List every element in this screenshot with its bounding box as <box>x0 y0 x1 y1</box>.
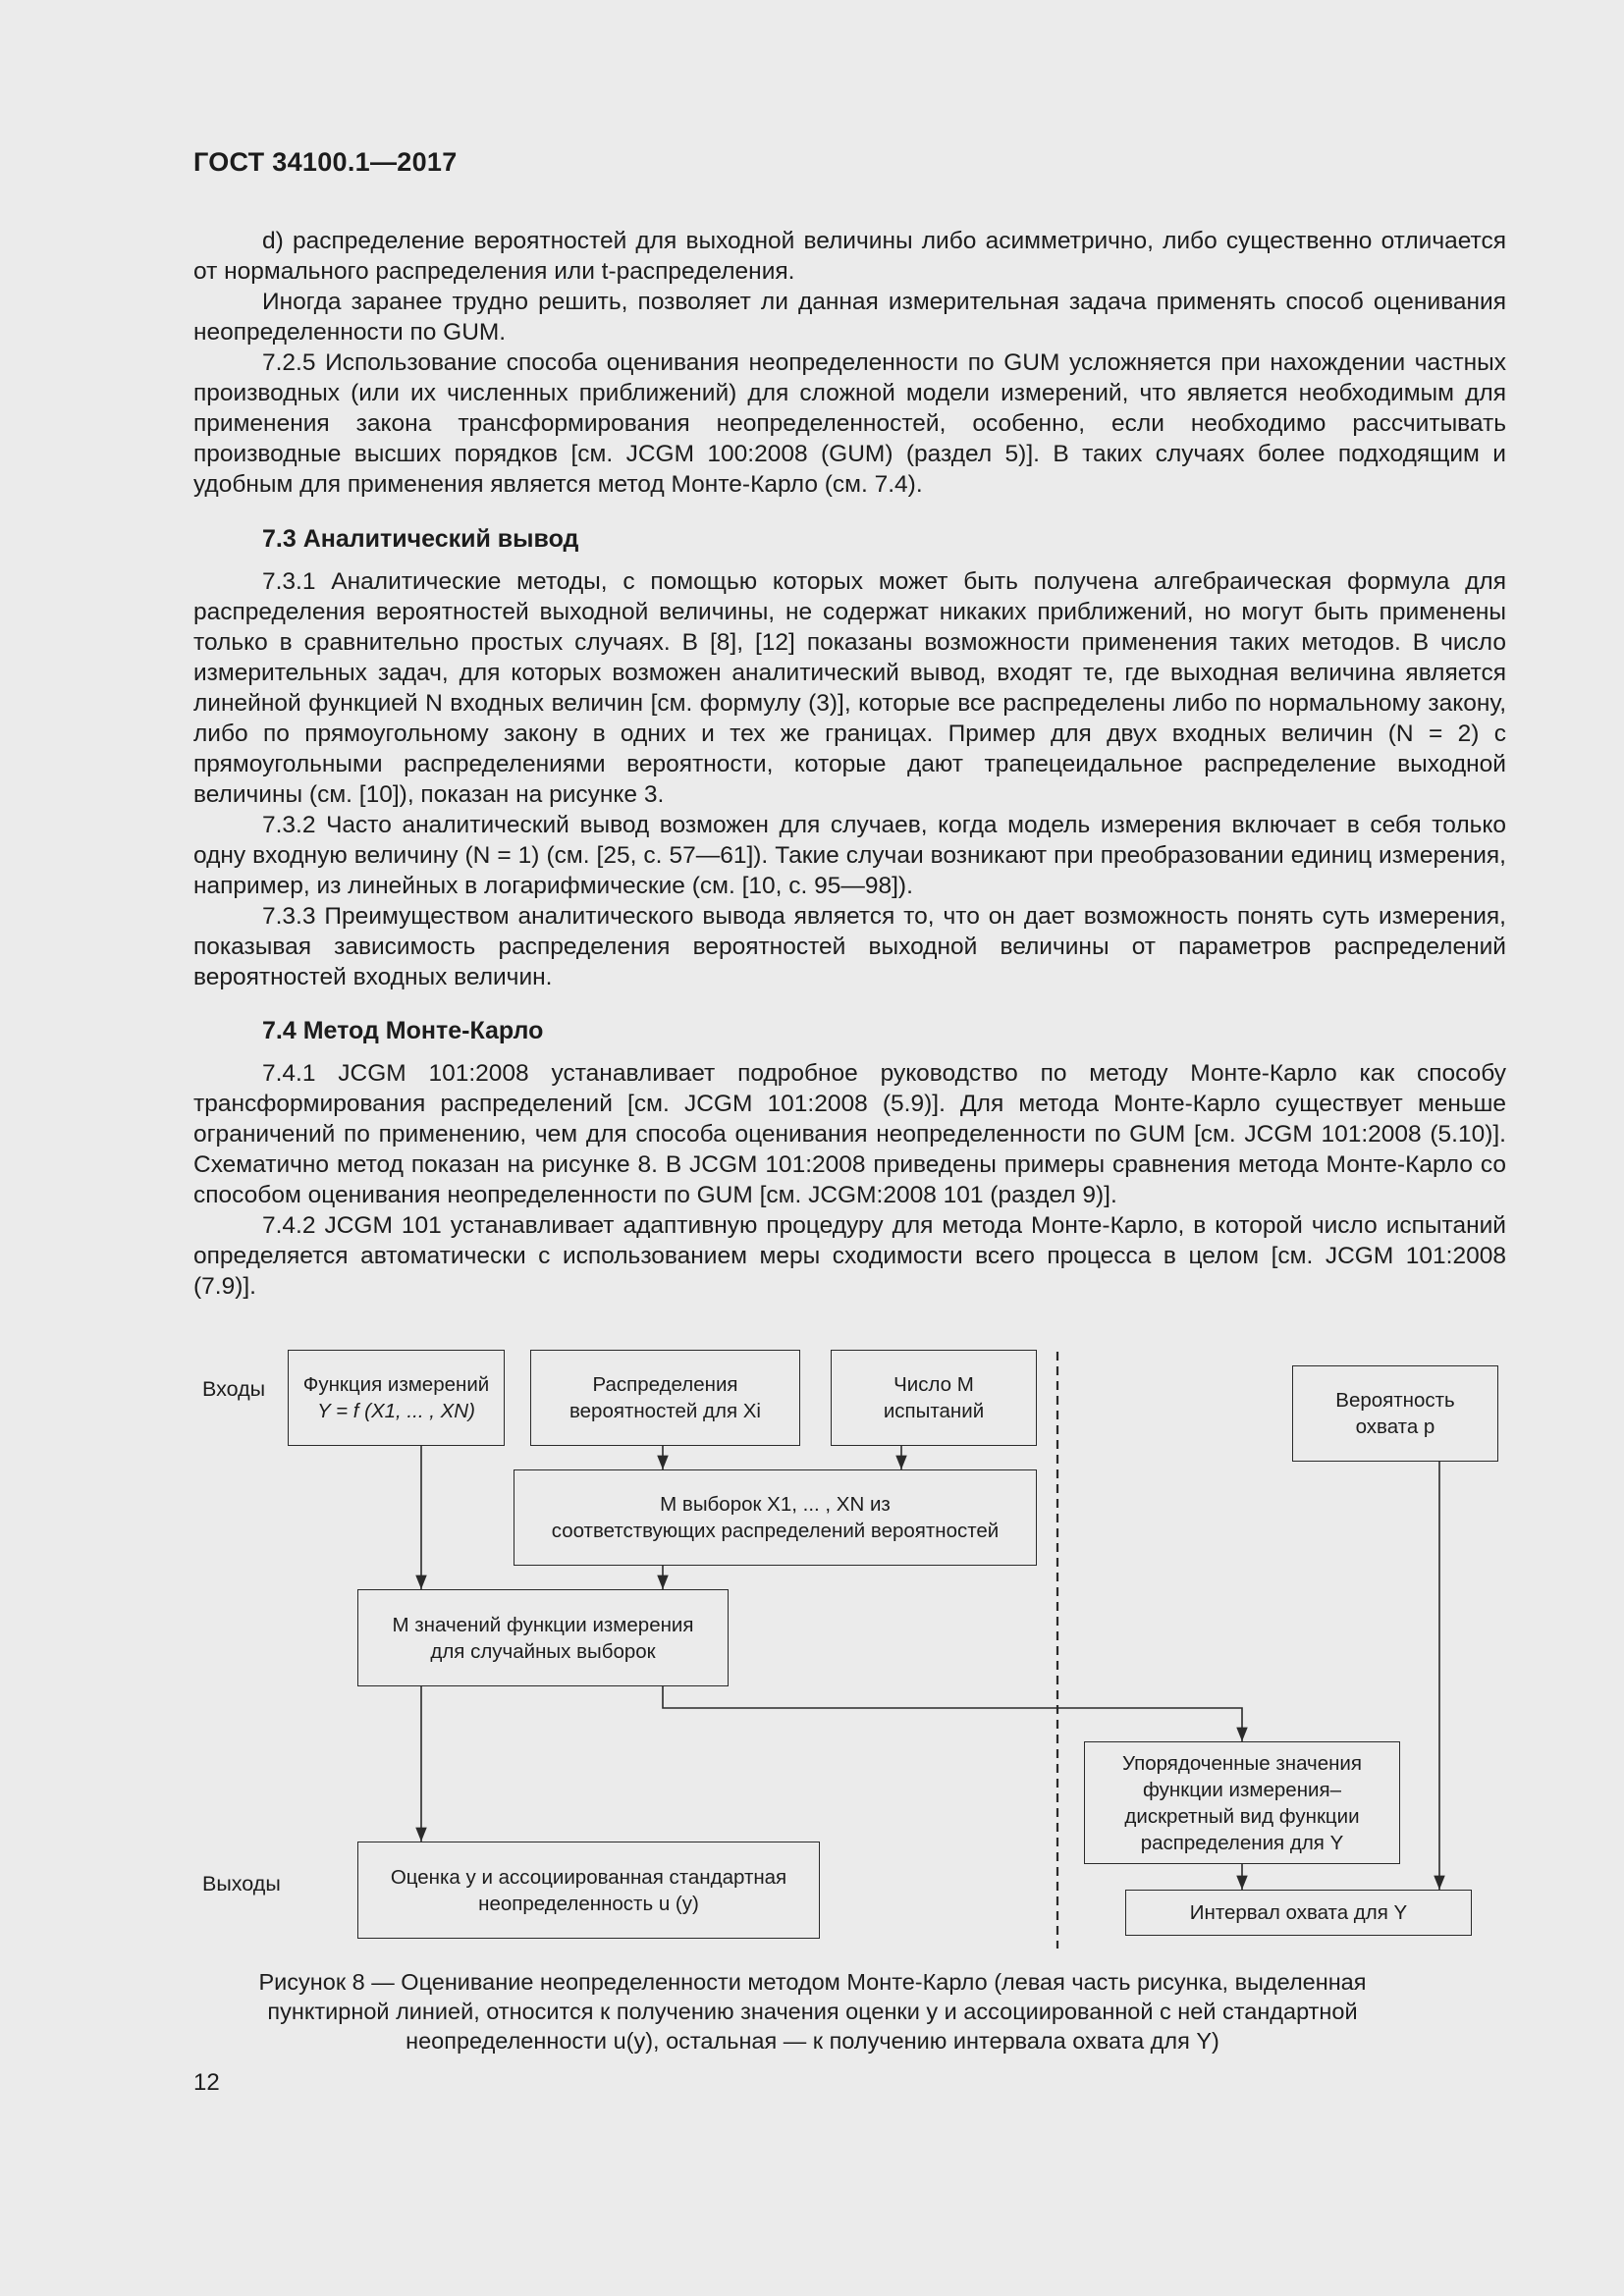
section-heading: 7.4 Метод Монте-Карло <box>262 1017 544 1044</box>
estimate-box <box>357 1842 820 1939</box>
paragraph: 7.3.1 Аналитические методы, с помощью которых может быть получена алгебраическая формула для распределения вероятностей выходной величины, не содержат никаких приближений, но могут быть применены только в сравнительно простых случаях. В [8], [12] показаны возможности применения таких методов. В число измерительных задач, для которых возможен аналитический вывод, входят те, где выходная величина является линейной функцией N входных величин [см. формулу (3)], которые все распределены либо по нормальному закону, либо по прямоугольному закону в одних и тех же границах. Пример для двух входных величин (N = 2) с прямоугольными распределениями вероятности, которые дают трапецеидальное распределение выходной величины (см. [10]), показан на рисунке 3. <box>193 568 1506 808</box>
box-text: функции измерения– <box>1143 1778 1341 1801</box>
box-text: Вероятность <box>1335 1389 1455 1412</box>
paragraph: 7.3.2 Часто аналитический вывод возможен для случаев, когда модель измерения включает в себя только одну входную величину (N = 1) (см. [25, с. 57—61]). Такие случаи возникают при преобразовании единиц измерения, например, из линейных в логарифмические (см. [10, с. 95—98]). <box>193 812 1506 899</box>
box-text: охвата p <box>1355 1415 1435 1438</box>
inputs-label: Входы <box>202 1377 266 1401</box>
coverage-probability-box <box>1292 1365 1498 1462</box>
paragraph: 7.3.3 Преимуществом аналитического вывода является то, что он дает возможность понять суть измерения, показывая зависимость распределения вероятностей выходной величины от параметров распределений вероятностей входных величин. <box>193 903 1506 990</box>
box-text: для случайных выборок <box>430 1639 656 1663</box>
page-number: 12 <box>193 2069 220 2096</box>
coverage-interval-box <box>1125 1890 1472 1936</box>
box-text: неопределенность u (y) <box>478 1892 699 1915</box>
box-text: Функция измерений <box>302 1373 490 1396</box>
box-text: Упорядоченные значения <box>1122 1751 1362 1775</box>
random-samples-box <box>514 1469 1037 1566</box>
input-distributions-box <box>530 1350 800 1446</box>
section-7-3 <box>193 524 1506 992</box>
box-text: распределения для Y <box>1140 1831 1344 1854</box>
arrow-values-to-sorted <box>663 1686 1242 1741</box>
box-text: испытаний <box>883 1400 985 1422</box>
box-text: дискретный вид функции <box>1124 1804 1360 1828</box>
box-text: вероятностей для Xi <box>569 1400 761 1422</box>
paragraph: d) распределение вероятностей для выходной величины либо асимметрично, либо существенно отличается от нормального распределения или t-распределения. <box>193 228 1506 285</box>
paragraph: 7.4.1 JCGM 101:2008 устанавливает подробное руководство по методу Монте-Карло как способу трансформирования распределений [см. JCGM 101:2008 (5.9)]. Для метода Монте-Карло существует меньше ограничений по применению, чем для способа оценивания неопределенности по GUM [см. JCGM 101:2008 (5.10)]. Схематично метод показан на рисунке 8. В JCGM 101:2008 приведены примеры сравнения метода Монте-Карло со способом оценивания неопределенности по GUM [см. JCGM:2008 101 (раздел 9)]. <box>193 1060 1506 1208</box>
caption-line: пунктирной линией, относится к получению значения оценки y и ассоциированной с ней стандартной <box>267 1999 1358 2024</box>
caption-line: Рисунок 8 — Оценивание неопределенности методом Монте-Карло (левая часть рисунка, выделенная <box>258 1969 1367 1995</box>
paragraph: Иногда заранее трудно решить, позволяет ли данная измерительная задача применять способ оценивания неопределенности по GUM. <box>193 289 1506 346</box>
text-block-intro <box>193 226 1506 500</box>
document-header: ГОСТ 34100.1—2017 <box>193 147 458 177</box>
sorted-values-box <box>1084 1741 1400 1864</box>
box-text: Число M <box>893 1373 974 1396</box>
paragraph: 7.2.5 Использование способа оценивания неопределенности по GUM усложняется при нахождении частных производных (или их численных приближений) для сложной модели измерений, что является необходимым для применения закона трансформирования неопределенностей, особенно, если необходимо рассчитывать производные высших порядков [см. JCGM 100:2008 (GUM) (раздел 5)]. В таких случаях более подходящим и удобным для применения является метод Монте-Карло (см. 7.4). <box>193 349 1506 498</box>
box-text: Y = f (X1, ... , XN) <box>317 1400 475 1422</box>
measurement-function-box <box>288 1350 505 1446</box>
box-text: Оценка y и ассоциированная стандартная <box>390 1865 787 1889</box>
box-text: M значений функции измерения <box>392 1613 694 1636</box>
box-text: Распределения <box>592 1373 738 1396</box>
figure-caption <box>236 1967 1389 2056</box>
box-text: соответствующих распределений вероятностей <box>551 1520 1000 1542</box>
box-text: Интервал охвата для Y <box>1189 1901 1408 1924</box>
function-values-box <box>357 1589 729 1686</box>
number-of-trials-box <box>831 1350 1037 1446</box>
caption-line: неопределенности u(y), остальная — к получению интервала охвата для Y) <box>406 2028 1219 2054</box>
paragraph: 7.4.2 JCGM 101 устанавливает адаптивную процедуру для метода Монте-Карло, в которой число испытаний определяется автоматически с использованием меры сходимости всего процесса в целом [см. JCGM 101:2008 (7.9)]. <box>193 1212 1506 1300</box>
section-heading: 7.3 Аналитический вывод <box>262 525 579 553</box>
outputs-label: Выходы <box>202 1872 281 1896</box>
box-text: M выборок X1, ... , XN из <box>660 1493 891 1516</box>
section-7-4 <box>193 1016 1506 1302</box>
